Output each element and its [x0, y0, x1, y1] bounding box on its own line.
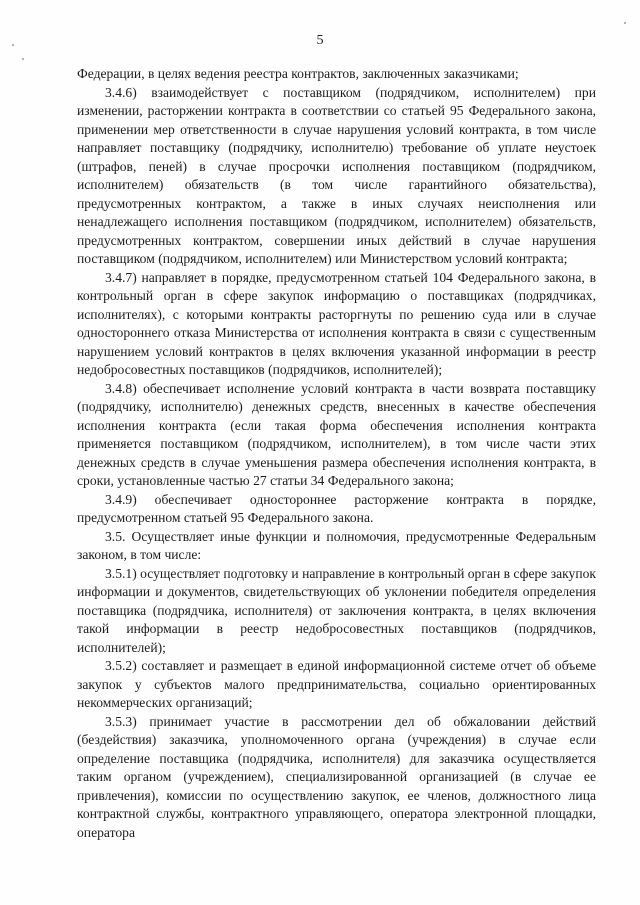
- scan-speck: [22, 58, 24, 60]
- paragraph-3-5-3: 3.5.3) принимает участие в рассмотрении дел об обжаловании действий (бездействия) заказчика, уполномоченного органа (учреждения) в случае если определение поставщика (подрядчика, исполнителя) для заказчика осуществляется таким органом (учреждением), специализированной организацией (в случае ее привлечения), комиссии по осуществлению закупок, ее членов, должностного лица контрактной службы, контрактного управляющего, оператора электронной площадки, оператора: [77, 713, 596, 840]
- paragraph-3-5: 3.5. Осуществляет иные функции и полномочия, предусмотренные Федеральным законом, в том числе:: [77, 528, 596, 562]
- paragraph-3-4-6: 3.4.6) взаимодействует с поставщиком (подрядчиком, исполнителем) при изменении, расторжении контракта в соответствии со статьей 95 Федерального закона, применении мер ответственности в случае нарушения условий контракта, в том числе направляет поставщику (подрядчику, исполнителю) требование об уплате неустоек (штрафов, пеней) в случае просрочки исполнения поставщиком (подрядчиком, исполнителем) обязательств (в том числе гарантийного обязательства), предусмотренных контрактом, а также в иных случаях неисполнения или ненадлежащего исполнения поставщиком (подрядчиком, исполнителем) обязательств, предусмотренных контрактом, совершении иных действий в случае нарушения поставщиком (подрядчиком, исполнителем) или Министерством условий контракта;: [77, 84, 596, 266]
- paragraph-3-4-7: 3.4.7) направляет в порядке, предусмотренном статьей 104 Федерального закона, в контрольный орган в сфере закупок информацию о поставщиках (подрядчиках, исполнителях), с которыми контракты расторгнуты по решению суда или в случае одностороннего отказа Министерства от исполнения контракта в связи с существенным нарушением условий контрактов в целях включения указанной информации в реестр недобросовестных поставщиков (подрядчиков, исполнителей);: [77, 269, 596, 377]
- paragraph-3-5-1: 3.5.1) осуществляет подготовку и направление в контрольный орган в сфере закупок информации и документов, свидетельствующих об уклонении победителя определения поставщика (подрядчика, исполнителя) от заключения контракта, в целях включения такой информации в реестр недобросовестных поставщиков (подрядчиков, исполнителей);: [77, 565, 596, 655]
- paragraph-3-5-2: 3.5.2) составляет и размещает в единой информационной системе отчет об объеме закупок у субъектов малого предпринимательства, социально ориентированных некоммерческих организаций;: [77, 658, 596, 710]
- page-number: 5: [316, 33, 324, 48]
- paragraph-3-4-9: 3.4.9) обеспечивает одностороннее расторжение контракта в порядке, предусмотренном статьей 95 Федерального закона.: [77, 491, 596, 525]
- scan-speck: [12, 44, 14, 46]
- document-body: [77, 65, 596, 842]
- paragraph-continuation: Федерации, в целях ведения реестра контрактов, заключенных заказчиками;: [77, 66, 519, 81]
- paragraph-3-4-8: 3.4.8) обеспечивает исполнение условий контракта в части возврата поставщику (подрядчику, исполнителю) денежных средств, внесенных в качестве обеспечения исполнения контракта (если такая форма обеспечения исполнения контракта применяется поставщиком (подрядчиком, исполнителем), в том числе части этих денежных средств в случае уменьшения размера обеспечения исполнения контракта, в сроки, установленные частью 27 статьи 34 Федерального закона;: [77, 380, 596, 488]
- scan-speck: [624, 22, 626, 24]
